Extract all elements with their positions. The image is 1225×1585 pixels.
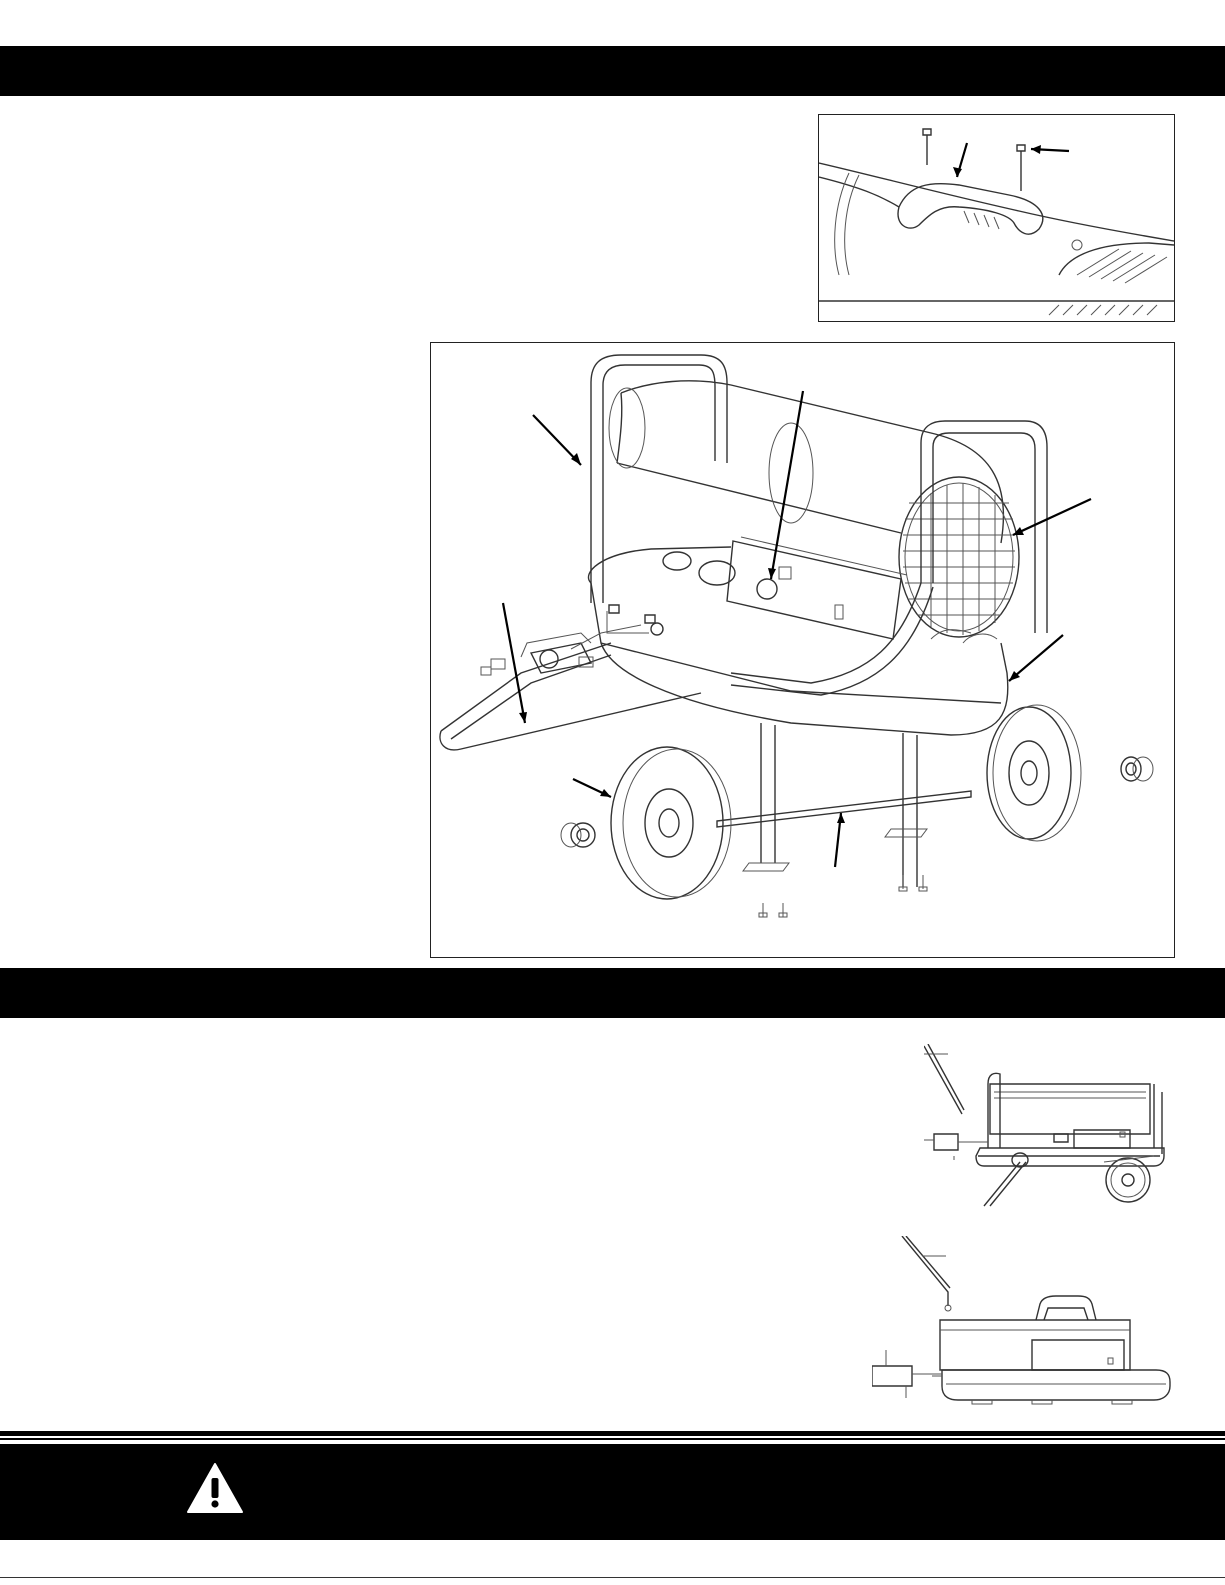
section-header-bar-top: [0, 46, 1225, 96]
footer-rule: [0, 1577, 1225, 1578]
handle-detail-figure: [818, 114, 1175, 322]
frame-and-wheel-exploded-diagram: [431, 343, 1174, 957]
divider-rule-thick: [0, 1431, 1225, 1436]
side-view-heater-handle-diagram: [872, 1236, 1182, 1418]
side-view-wheeled-figure: [924, 1044, 1184, 1214]
divider-rule-thin: [0, 1438, 1225, 1440]
section-header-bar-middle: [0, 968, 1225, 1018]
handle-attachment-diagram: [819, 115, 1174, 321]
frame-wheel-assembly-figure: [430, 342, 1175, 958]
warning-triangle-icon: [186, 1462, 244, 1514]
warning-banner: [0, 1444, 1225, 1540]
side-view-heater-wheeled-diagram: [924, 1044, 1184, 1214]
side-view-handle-figure: [872, 1236, 1182, 1418]
